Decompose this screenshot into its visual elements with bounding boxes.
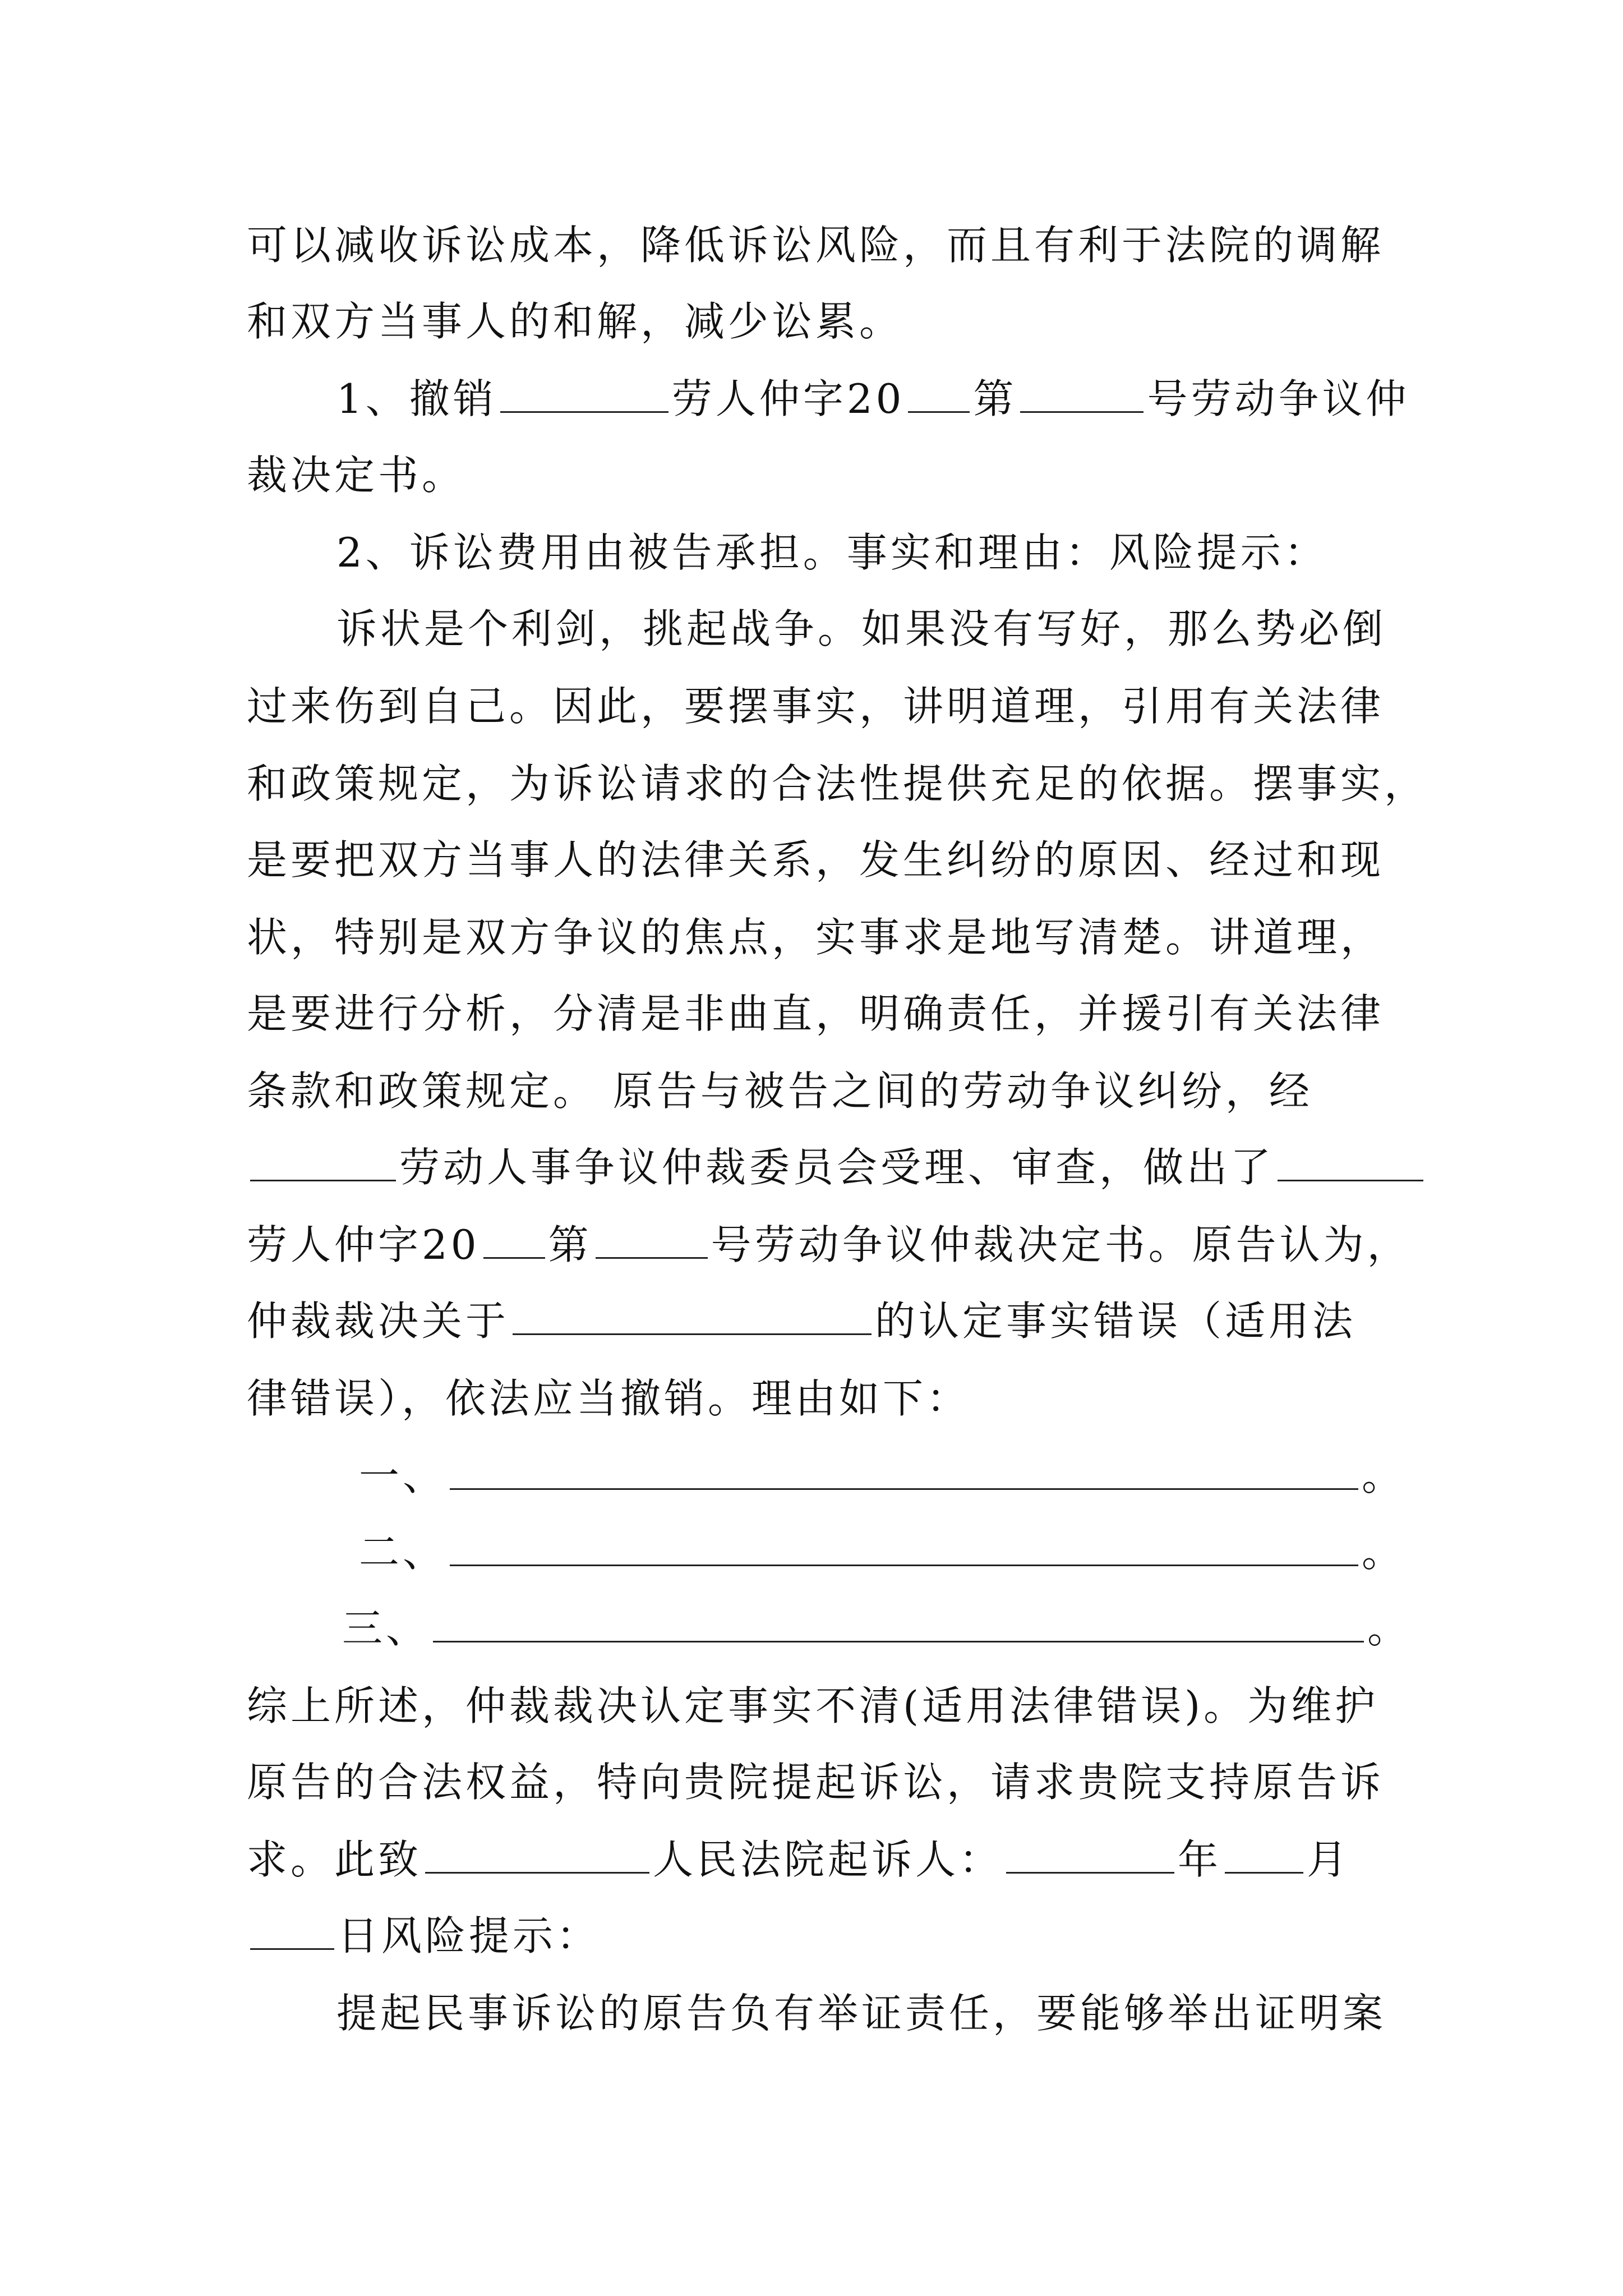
blank-underline xyxy=(908,376,970,413)
paragraph-line xyxy=(247,1296,1356,1346)
blank-underline xyxy=(450,1453,1358,1490)
reason-3 xyxy=(342,1603,1411,1654)
text-fragment: 劳动人事争议仲裁委员会受理、审查，做出了 xyxy=(399,1144,1275,1191)
blank-underline xyxy=(433,1606,1364,1642)
paragraph-line xyxy=(247,1142,1427,1193)
text-fragment: 的认定事实错误（适用法 xyxy=(875,1297,1357,1345)
blank-underline xyxy=(250,1913,334,1950)
text-fragment: 月 xyxy=(1307,1836,1351,1883)
text-fragment: 仲裁裁决关于 xyxy=(247,1297,510,1345)
paragraph-line: 律错误），依法应当撤销。理由如下： xyxy=(247,1375,971,1422)
paragraph-line: 是要把双方当事人的法律关系，发生纠纷的原因、经过和现 xyxy=(247,836,1385,884)
paragraph-line: 诉状是个利剑，挑起战争。如果没有写好，那么势必倒 xyxy=(336,605,1387,652)
paragraph-line: 条款和政策规定。 原告与被告之间的劳动争议纠纷，经 xyxy=(247,1068,1313,1115)
text-fragment: 求。此致 xyxy=(247,1836,422,1883)
blank-underline xyxy=(500,376,668,413)
text-fragment: 人民法院起诉人： xyxy=(653,1836,1003,1883)
request-item-2: 2、诉讼费用由被告承担。事实和理由：风险提示： xyxy=(336,529,1328,576)
text-fragment: 日风险提示： xyxy=(338,1912,601,1959)
blank-underline xyxy=(483,1222,545,1259)
text-fragment: 劳人仲字20 xyxy=(671,375,905,422)
blank-underline xyxy=(450,1530,1358,1566)
blank-underline xyxy=(596,1222,708,1259)
paragraph-line: 状，特别是双方争议的焦点，实事求是地写清楚。讲道理， xyxy=(247,914,1385,961)
reason-number: 一、 xyxy=(359,1452,447,1499)
reason-2 xyxy=(359,1527,1405,1577)
text-fragment: 1、撤销 xyxy=(336,375,497,422)
blank-underline xyxy=(1020,376,1144,413)
blank-underline xyxy=(1006,1837,1174,1874)
text-fragment: 号劳动争议仲裁决定书。原告认为， xyxy=(711,1221,1411,1268)
paragraph-line: 综上所述，仲裁裁决认定事实不清(适用法律错误)。为维护 xyxy=(247,1682,1379,1729)
blank-underline xyxy=(1278,1145,1423,1181)
reason-number: 三、 xyxy=(342,1605,430,1652)
text-fragment: 。 xyxy=(1367,1605,1412,1652)
paragraph-line: 和双方当事人的和解，减少讼累。 xyxy=(247,298,903,345)
blank-underline xyxy=(513,1299,872,1335)
paragraph-line: 是要进行分析，分清是非曲直，明确责任，并援引有关法律 xyxy=(247,990,1385,1037)
text-fragment: 。 xyxy=(1362,1529,1406,1576)
text-fragment: 号劳动争议仲 xyxy=(1147,375,1410,422)
paragraph-line: 可以减收诉讼成本，降低诉讼风险，而且有利于法院的调解 xyxy=(247,222,1385,269)
text-fragment: 年 xyxy=(1178,1836,1222,1883)
blank-underline xyxy=(425,1837,649,1874)
blank-underline xyxy=(250,1145,396,1181)
paragraph-line: 和政策规定，为诉讼请求的合法性提供充足的依据。摆事实， xyxy=(247,760,1428,807)
reason-1 xyxy=(359,1451,1405,1501)
paragraph-line xyxy=(247,1834,1350,1885)
paragraph-line: 过来伤到自己。因此，要摆事实，讲明道理，引用有关法律 xyxy=(247,683,1385,730)
paragraph-line: 裁决定书。 xyxy=(247,452,466,499)
paragraph-line: 原告的合法权益，特向贵院提起诉讼，请求贵院支持原告诉 xyxy=(247,1759,1385,1806)
reason-number: 二、 xyxy=(359,1529,447,1576)
text-fragment: 劳人仲字20 xyxy=(247,1221,480,1268)
blank-underline xyxy=(1225,1837,1303,1874)
request-item-1 xyxy=(336,374,1409,424)
text-fragment: 第 xyxy=(973,375,1017,422)
paragraph-line: 提起民事诉讼的原告负有举证责任，要能够举出证明案 xyxy=(336,1990,1387,2037)
text-fragment: 。 xyxy=(1362,1452,1406,1499)
paragraph-line xyxy=(247,1220,1411,1270)
text-fragment: 第 xyxy=(548,1221,592,1268)
paragraph-line xyxy=(247,1911,600,1961)
